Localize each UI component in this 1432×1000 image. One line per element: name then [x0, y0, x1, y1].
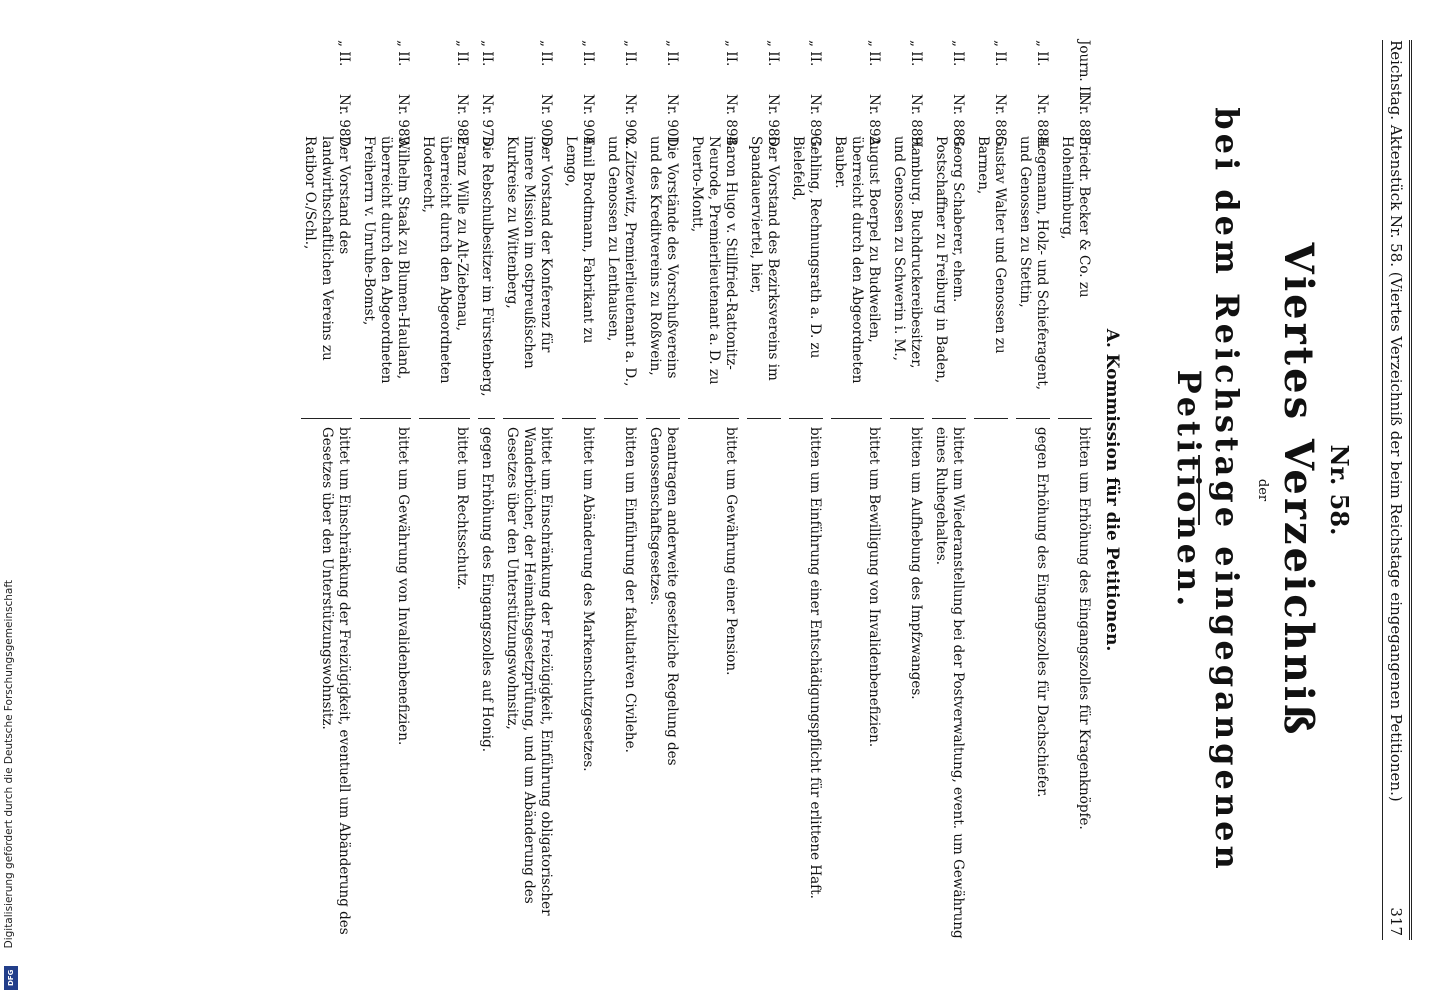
running-header	[1382, 40, 1412, 940]
petitioner: Die Vorstände des Vorschußvereins und des Kreditvereins zu Roßwein,	[647, 136, 680, 379]
petition-row	[478, 40, 495, 940]
petition-number: Nr. 893.	[807, 94, 823, 150]
petition-reference	[722, 40, 739, 150]
brace-line	[688, 408, 739, 419]
brace-line	[1016, 408, 1050, 419]
journal-label: „ II.	[395, 40, 411, 67]
petition-row	[419, 40, 470, 940]
petition-request: bittet um Rechtsschutz.	[454, 427, 470, 590]
journal-label: „ II.	[336, 40, 352, 67]
brace-line	[932, 408, 966, 419]
journal-label: „ II.	[664, 40, 680, 67]
journal-label: „ II.	[992, 40, 1008, 67]
brace-line	[974, 408, 1008, 419]
brace-line	[831, 408, 882, 419]
petition-reference	[663, 40, 680, 150]
petition-list	[293, 40, 1092, 940]
petitioner: Die Rebschulbesitzer im Fürstenberg,	[479, 136, 495, 397]
section-letter: A.	[1102, 328, 1122, 348]
petition-request: bittet um Einschränkung der Freizügigkeit, Einführung obligatorischer Wanderbücher, der Heimathsgesetzprüfung, und um Abänderung des Gesetzes über den Unterstützungswohnsitz,	[504, 427, 554, 916]
journal-label: „ II.	[723, 40, 739, 67]
petition-request: beantragen anderweite gesetzliche Regelung des Genossenschaftsgesetzes.	[647, 427, 680, 766]
petition-row	[301, 40, 352, 940]
petitioner: Emil Brodtmann, Fabrikant zu Lemgo,	[563, 136, 596, 344]
petition-request: bitten um Erhöhung des Eingangszolles für Kragenknöpfe.	[1076, 427, 1092, 830]
petition-reference	[865, 40, 882, 150]
petition-request: bittet um Einschränkung der Freizügigkeit, eventuell um Abänderung des Gesetzes über den Unterstützungswohnsitz.	[319, 427, 352, 935]
journal-label: „ II.	[454, 40, 470, 67]
journal-label: Journ. II.	[1076, 40, 1092, 101]
document-number: Nr. 58.	[1325, 444, 1354, 536]
petition-row	[974, 40, 1008, 940]
petition-number: Nr. 904.	[580, 94, 596, 150]
petition-reference	[806, 40, 823, 150]
petition-row	[646, 40, 680, 940]
petitioner: Hegemann, Holz- und Schieferagent, und Genossen zu Stettin,	[1017, 136, 1050, 391]
petition-number: Nr. 983.	[395, 94, 411, 150]
petition-number: Nr. 888.	[950, 94, 966, 150]
petitioner: August Boerpel zu Budweilen, überreicht durch den Abgeordneten Bauber.	[832, 136, 882, 384]
petition-number: Nr. 884.	[1034, 94, 1050, 150]
petition-request: bittet um Wiederanstellung bei der Postverwaltung, event. um Gewährung eines Ruhegehaltes.	[933, 427, 966, 939]
petition-request: bittet um Abänderung des Markenschutzgesetzes.	[580, 427, 596, 772]
digitization-credit: Digitalisierung gefördert durch die Deutsche Forschungsgemeinschaft	[3, 580, 15, 949]
brace-line	[419, 408, 470, 419]
petition-reference	[991, 40, 1008, 150]
rotated-document	[136, 30, 1426, 950]
petition-number: Nr. 975.	[479, 94, 495, 150]
journal-label: „ II.	[765, 40, 781, 67]
petitioner: Baron Hugo v. Stillfried-Rattonitz-Neurode, Premierlieutenant a. D. zu Puerto-Montt,	[689, 136, 739, 385]
petition-number: Nr. 892.	[866, 94, 882, 150]
petition-row	[890, 40, 924, 940]
petition-number: Nr. 987.	[336, 94, 352, 150]
petition-reference	[335, 40, 352, 150]
petition-row	[604, 40, 638, 940]
brace-line	[503, 408, 554, 419]
petition-row	[789, 40, 823, 940]
brace-line	[1058, 408, 1092, 419]
petition-reference	[949, 40, 966, 150]
petitioner: Hamburg. Buchdruckereibesitzer, und Genossen zu Schwerin i. M.,	[891, 136, 924, 369]
petition-number: Nr. 885.	[992, 94, 1008, 150]
petition-request: bittet um Gewährung einer Pension.	[723, 427, 739, 676]
petitioner: Der Vorstand der Konferenz für innere Mission im ostpreußischen Kurkreise zu Wittenberg,	[504, 136, 554, 369]
brace-line	[789, 408, 823, 419]
petition-row	[503, 40, 554, 940]
petition-reference	[537, 40, 554, 150]
petition-number: Nr. 901.	[664, 94, 680, 150]
petition-request: bitten um Einführung einer Entschädigungspflicht für erlittene Haft.	[807, 427, 823, 899]
petitioner: Gehling, Rechnungsrath a. D. zu Bielefeld,	[790, 136, 823, 359]
petition-reference	[621, 40, 638, 150]
journal-label: „ II.	[622, 40, 638, 67]
petition-reference	[579, 40, 596, 150]
journal-label: „ II.	[580, 40, 596, 67]
petition-reference	[394, 40, 411, 150]
petitioner: Franz Wille zu Alt-Ziebenau, überreicht durch den Abgeordneten Hoderecht,	[420, 136, 470, 384]
journal-label: „ II.	[807, 40, 823, 67]
journal-label: „ II.	[866, 40, 882, 67]
section-title: Kommission für die Petitionen.	[1102, 353, 1122, 652]
petition-number: Nr. 894.	[723, 94, 739, 150]
title-connector: der	[1255, 478, 1270, 502]
petition-number: Nr. 883.	[1076, 94, 1092, 150]
petition-request: bitten um Einführung der fakultativen Civilehe.	[622, 427, 638, 753]
petitioner: Gustav Walter und Genossen zu Barmen,	[975, 136, 1008, 354]
running-title: Reichstag. Aktenstück Nr. 58. (Viertes Verzeichniß der beim Reichstage eingegangenen Petitionen.)	[1387, 40, 1405, 802]
dfg-logo: DFG	[4, 966, 18, 990]
journal-label: „ II.	[908, 40, 924, 67]
petition-request: gegen Erhöhung des Eingangszolles für Dachschiefer.	[1034, 427, 1050, 798]
petition-number: Nr. 889.	[908, 94, 924, 150]
petition-row	[360, 40, 411, 940]
petition-row	[1058, 40, 1092, 940]
petitioner: Der Vorstand des landwirthschaftlichen Vereins zu Ratibor O./Schl.,	[302, 136, 352, 361]
petitioner: Wilhelm Staak zu Blumen-Hauland, überreicht durch den Abgeordneten Freiherrn v. Unruhe-Bomst,	[361, 136, 411, 384]
brace-line	[747, 408, 781, 419]
petition-row	[831, 40, 882, 940]
brace-line	[604, 408, 638, 419]
petition-reference	[1075, 40, 1092, 150]
petitioner: Friedr. Becker & Co. zu Hohenlimburg,	[1059, 136, 1092, 298]
title-divider	[1198, 455, 1200, 525]
petition-row	[688, 40, 739, 940]
petitioner: Der Vorstand des Bezirksvereins im Spandauerviertel, hier,	[748, 136, 781, 381]
brace-line	[478, 408, 495, 419]
petition-request: gegen Erhöhung des Eingangszolles auf Honig.	[479, 427, 495, 753]
petition-row	[932, 40, 966, 940]
brace-line	[646, 408, 680, 419]
petition-reference	[764, 40, 781, 150]
brace-line	[562, 408, 596, 419]
petition-request: bitten um Aufhebung des Impfzwanges.	[908, 427, 924, 700]
petition-request: bittet um Gewährung von Invalidenbenefizien.	[395, 427, 411, 746]
document-subtitle: bei dem Reichstage eingegangenen Petitionen.	[1170, 107, 1246, 873]
petition-row	[1016, 40, 1050, 940]
section-heading	[1102, 30, 1122, 950]
brace-line	[360, 408, 411, 419]
petition-reference	[478, 40, 495, 150]
petition-row	[747, 40, 781, 940]
journal-label: „ II.	[479, 40, 495, 67]
journal-label: „ II.	[1034, 40, 1050, 67]
page-number: 317	[1387, 907, 1405, 936]
journal-label: „ II.	[538, 40, 554, 67]
brace-line	[301, 408, 352, 419]
petition-row	[562, 40, 596, 940]
petitioner: v. Zitzewitz, Premierlieutenant a. D., und Genossen zu Lenthausen,	[605, 136, 638, 387]
petition-request: bittet um Bewilligung von Invalidenbenefizien.	[866, 427, 882, 748]
journal-label: „ II.	[950, 40, 966, 67]
petition-number: Nr. 986.	[765, 94, 781, 150]
petition-reference	[1033, 40, 1050, 150]
petition-number: Nr. 902.	[622, 94, 638, 150]
petition-number: Nr. 905.	[538, 94, 554, 150]
petition-reference	[453, 40, 470, 150]
document-title: Viertes Verzeichniß	[1275, 242, 1322, 738]
petitioner: Georg Schaberer, ehem. Postschaffner zu Freiburg in Baden,	[933, 136, 966, 384]
brace-line	[890, 408, 924, 419]
petition-reference	[907, 40, 924, 150]
petition-number: Nr. 982.	[454, 94, 470, 150]
